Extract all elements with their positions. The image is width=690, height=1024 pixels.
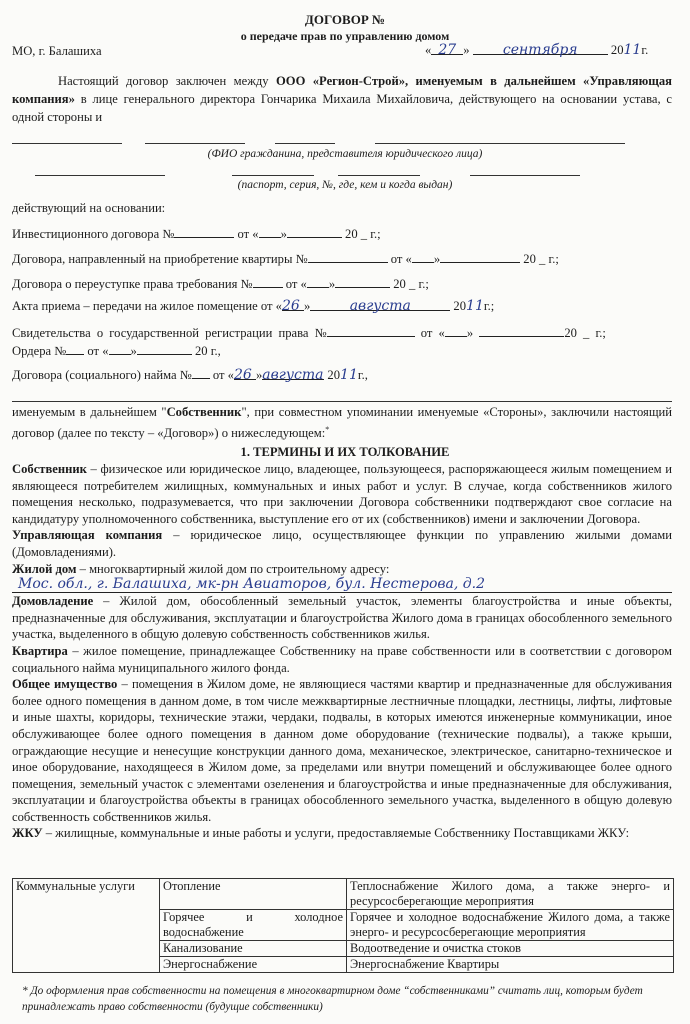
- intro-paragraph: Настоящий договор заключен между ООО «Регион-Строй», именуемым в дальнейшем «Управляющая компания» в лице генерального директора Гончарика Михаила Михайловича, действующего на основании устава, с одной стороны и: [12, 74, 672, 124]
- date-month: сентября: [473, 42, 608, 55]
- contract-date: « 27 » сентября 2011г.: [425, 42, 649, 58]
- date-year: 11: [623, 42, 642, 58]
- caption-fio: (ФИО гражданина, представителя юридического лица): [207, 148, 483, 160]
- basis-investment: Инвестиционного договора № от « » 20 _ г.;: [12, 227, 381, 241]
- table-row: Энергоснабжение Энергоснабжение Квартиры: [13, 957, 674, 973]
- term-management-company: Управляющая компания – юридическое лицо, осуществляющее функции по управлению жилыми домами (Домовладениями).: [12, 528, 673, 559]
- parties-paragraph: именуемым в дальнейшем "Собственник", при совместном упоминании именуемые «Стороны», заключили настоящий договор (далее по тексту – «Договор») о нижеследующем:*: [12, 405, 672, 441]
- city: МО, г. Балашиха: [12, 44, 102, 58]
- term-apartment: Квартира – жилое помещение, принадлежащее Собственнику на праве собственности или в соответствии с договором социального найма муниципального жилого фонда.: [12, 643, 672, 675]
- document-title: ДОГОВОР №: [304, 12, 386, 27]
- table-row: Горячее и холодное водоснабжение Горячее и холодное водоснабжение Жилого дома, а также энерго- и ресурсосберегающие мероприятия: [13, 910, 674, 941]
- company-name: ООО «Регион-Строй», именуемым в дальнейшем «Управляющая компания»: [12, 74, 672, 106]
- table-group-cell: Коммунальные услуги: [13, 879, 160, 973]
- date-day: 27: [431, 42, 463, 55]
- basis-assignment: Договора о переуступке права требования № от « » 20 _ г.;: [12, 277, 429, 291]
- term-owner: Собственник – физическое или юридическое лицо, владеющее, пользующееся, распоряжающееся жилым помещением и являющееся потребителем жилищных, коммунальных и иных работ и услуг. В случае, когда собственников жилого помещения несколько, подразумевается, что при заключении Договора собственники подтверждают свое согласие на кандидатуру уполномоченного собственника, выступление его от их (собственников) имени и заключении Договора.: [12, 462, 672, 526]
- basis-order: Ордера № от « » 20 г.,: [12, 344, 221, 358]
- table-row: Канализование Водоотведение и очистка стоков: [13, 941, 674, 957]
- footnote: * До оформления прав собственности на помещения в многоквартирном доме “собственниками” считать лиц, которым будет принадлежать право собственности (будущие собственники): [22, 985, 643, 1013]
- term-residential-building: Жилой дом – многоквартирный жилой дом по строительному адресу: Мос. обл., г. Балашиха, мк-рн Авиаторов, бул. Нестерова, д.2: [12, 561, 672, 594]
- acting-basis-label: действующий на основании:: [12, 201, 166, 215]
- term-household: Домовладение – Жилой дом, обособленный земельный участок, элементы благоустройства и иные объекты, предназначенные для обслуживания, эксплуатации и благоустройства Жилого дома в границах обособленного земельного участка, выделенного в общую долевую собственность собственников жилья.: [12, 594, 672, 642]
- basis-lease: Договора (социального) найма № от «26 »августа 2011г.,: [12, 367, 368, 383]
- building-address: Мос. обл., г. Балашиха, мк-рн Авиаторов, бул. Нестерова, д.2: [12, 577, 672, 593]
- utilities-table: [12, 878, 674, 973]
- table-row: Коммунальные услуги Отопление Теплоснабжение Жилого дома, а также энерго- и ресурсосберегающие мероприятия: [13, 879, 674, 910]
- term-common-property: Общее имущество – помещения в Жилом доме, не являющиеся частями квартир и предназначенные для обслуживания более одного помещения в данном доме, в том числе межквартирные лестничные площадки, лестницы, лифты, лифтовые и иные шахты, коридоры, технические этажи, чердаки, подвалы, в которых имеются инженерные коммуникации, иное обслуживающее более одного помещения в данном доме оборудование (технические подвалы), а также крыши, ограждающие несущие и ненесущие конструкции данного дома, механическое, электрическое, санитарно-техническое и иное оборудование, находящееся в Жилом доме, за пределами или внутри помещений и обслуживающее более одного помещения, земельный участок с элементами озеленения и благоустройства и иные предназначенные для обслуживания, эксплуатации и благоустройства объекты в границах обособленного земельного участка, выделенного в общую долевую собственность собственников жилья.: [12, 677, 672, 824]
- terms-list: [12, 461, 672, 842]
- basis-acceptance-act: Акта приема – передачи на жилое помещение от «26 » августа 2011г.;: [12, 298, 495, 314]
- section-title: 1. ТЕРМИНЫ И ИХ ТОЛКОВАНИЕ: [240, 445, 450, 459]
- term-housing-services: ЖКУ – жилищные, коммунальные и иные работы и услуги, предоставляемые Собственнику Поставщиками ЖКУ:: [12, 826, 630, 841]
- caption-passport: (паспорт, серия, №, где, кем и когда выдан): [237, 179, 453, 191]
- basis-purchase: Договора, направленный на приобретение квартиры № от « » 20 _ г.;: [12, 252, 559, 266]
- document-subtitle: о передаче прав по управлению домом: [240, 29, 450, 43]
- basis-registration: Свидетельства о государственной регистрации права № от « » 20 _ г.;: [12, 326, 606, 340]
